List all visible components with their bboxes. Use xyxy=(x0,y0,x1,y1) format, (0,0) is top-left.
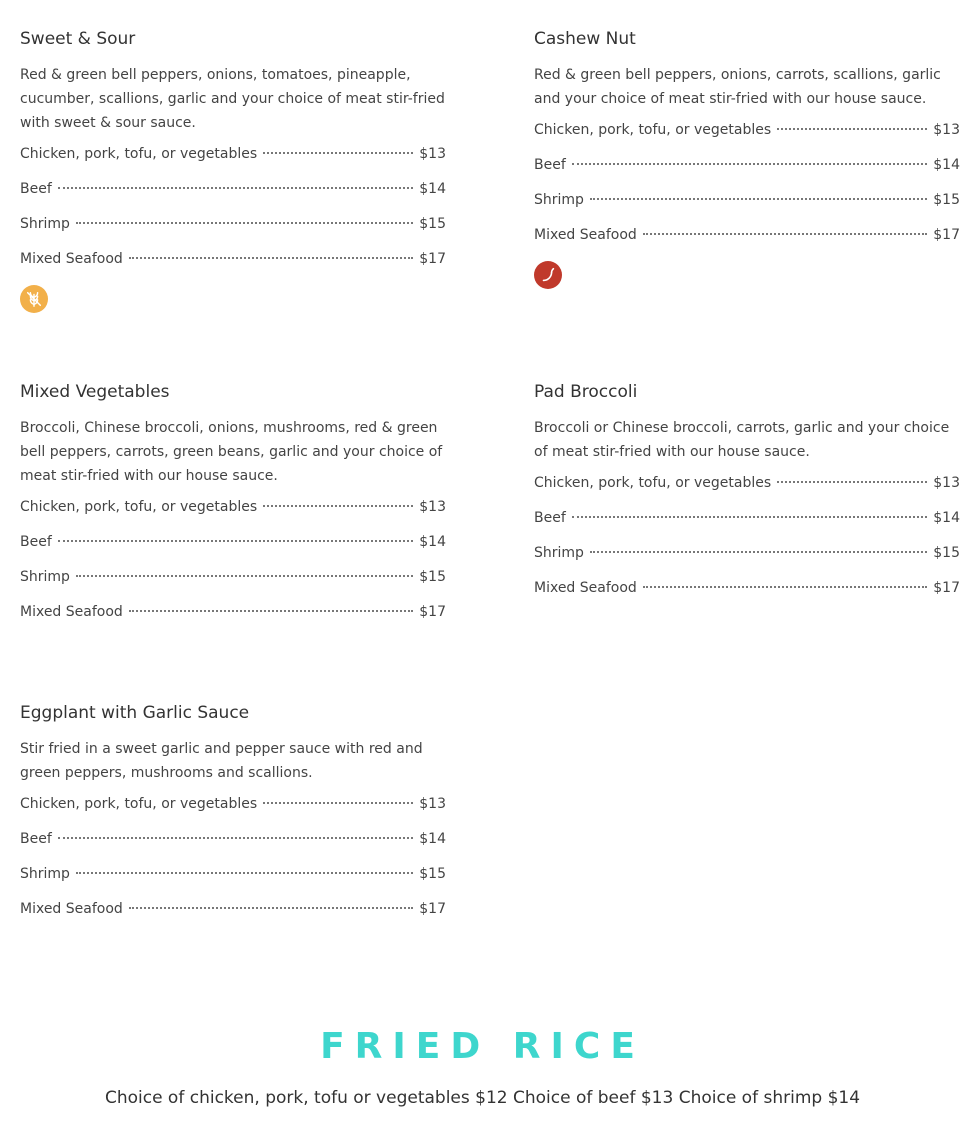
price-row xyxy=(20,794,446,829)
price-row xyxy=(20,497,446,532)
price-row xyxy=(534,225,960,260)
dish-description: Stir fried in a sweet garlic and pepper sauce with red and green peppers, mushrooms and scallions. xyxy=(20,741,423,781)
price-value: $15 xyxy=(933,192,960,208)
dot-leader xyxy=(572,163,928,165)
price-value: $15 xyxy=(419,216,446,232)
dot-leader xyxy=(777,128,927,130)
price-row xyxy=(534,473,960,508)
price-label: Chicken, pork, tofu, or vegetables xyxy=(534,475,772,491)
price-value: $14 xyxy=(933,510,960,526)
price-row xyxy=(20,864,446,899)
dot-leader xyxy=(76,222,413,224)
price-value: $17 xyxy=(419,251,446,267)
price-value: $17 xyxy=(933,227,960,243)
dot-leader xyxy=(572,516,928,518)
price-value: $14 xyxy=(419,831,446,847)
price-row xyxy=(20,829,446,864)
gluten-free-icon xyxy=(20,285,48,313)
price-value: $14 xyxy=(933,157,960,173)
price-label: Shrimp xyxy=(20,866,70,882)
price-label: Beef xyxy=(534,157,566,173)
dish-description: Red & green bell peppers, onions, tomatoes, pineapple, cucumber, scallions, garlic and your choice of meat stir-fried with sweet & sour sauce. xyxy=(20,67,445,131)
price-row xyxy=(20,249,446,284)
dot-leader xyxy=(58,187,414,189)
price-row xyxy=(20,532,446,567)
price-row xyxy=(20,602,446,637)
price-row xyxy=(20,144,446,179)
dish-title: Cashew Nut xyxy=(534,29,636,49)
price-label: Chicken, pork, tofu, or vegetables xyxy=(20,499,258,515)
price-row xyxy=(534,508,960,543)
price-value: $13 xyxy=(419,796,446,812)
price-row xyxy=(20,567,446,602)
price-value: $13 xyxy=(419,146,446,162)
price-value: $13 xyxy=(933,122,960,138)
price-label: Chicken, pork, tofu, or vegetables xyxy=(20,146,258,162)
dot-leader xyxy=(777,481,927,483)
price-label: Mixed Seafood xyxy=(20,901,123,917)
price-value: $13 xyxy=(419,499,446,515)
dot-leader xyxy=(590,198,927,200)
dish-title: Pad Broccoli xyxy=(534,382,638,402)
dish-sweet-and-sour xyxy=(20,27,446,313)
price-label: Beef xyxy=(20,534,52,550)
price-row xyxy=(534,190,960,225)
price-row xyxy=(534,578,960,613)
price-label: Beef xyxy=(534,510,566,526)
dish-description: Broccoli or Chinese broccoli, carrots, garlic and your choice of meat stir-fried with our house sauce. xyxy=(534,420,950,460)
price-label: Shrimp xyxy=(20,569,70,585)
price-row xyxy=(534,120,960,155)
section-title-fried-rice: FRIED RICE xyxy=(320,1026,645,1067)
price-value: $17 xyxy=(933,580,960,596)
dot-leader xyxy=(58,540,414,542)
price-label: Mixed Seafood xyxy=(534,227,637,243)
price-row xyxy=(20,214,446,249)
price-value: $14 xyxy=(419,181,446,197)
price-label: Mixed Seafood xyxy=(534,580,637,596)
dot-leader xyxy=(129,610,413,612)
dish-cashew-nut xyxy=(534,27,960,289)
price-value: $14 xyxy=(419,534,446,550)
price-row xyxy=(20,899,446,934)
dot-leader xyxy=(76,872,413,874)
dish-title: Eggplant with Garlic Sauce xyxy=(20,703,250,723)
price-label: Beef xyxy=(20,181,52,197)
price-value: $17 xyxy=(419,901,446,917)
price-label: Shrimp xyxy=(20,216,70,232)
price-label: Mixed Seafood xyxy=(20,604,123,620)
dot-leader xyxy=(263,505,413,507)
dot-leader xyxy=(263,802,413,804)
dish-mixed-vegetables xyxy=(20,380,446,637)
price-label: Chicken, pork, tofu, or vegetables xyxy=(20,796,258,812)
dish-pad-broccoli xyxy=(534,380,960,613)
dot-leader xyxy=(129,257,413,259)
price-row xyxy=(20,179,446,214)
price-label: Beef xyxy=(20,831,52,847)
dish-eggplant-garlic-sauce xyxy=(20,701,446,934)
spicy-pepper-icon xyxy=(534,261,562,289)
dot-leader xyxy=(263,152,413,154)
section-description-fried-rice: Choice of chicken, pork, tofu or vegetables $12 Choice of beef $13 Choice of shrimp $14 xyxy=(104,1088,861,1108)
dot-leader xyxy=(590,551,927,553)
price-value: $17 xyxy=(419,604,446,620)
price-value: $15 xyxy=(419,569,446,585)
dot-leader xyxy=(129,907,413,909)
price-value: $15 xyxy=(419,866,446,882)
price-label: Chicken, pork, tofu, or vegetables xyxy=(534,122,772,138)
dish-title: Mixed Vegetables xyxy=(20,382,170,402)
price-row xyxy=(534,155,960,190)
price-row xyxy=(534,543,960,578)
price-value: $15 xyxy=(933,545,960,561)
price-label: Shrimp xyxy=(534,192,584,208)
dot-leader xyxy=(643,233,927,235)
dot-leader xyxy=(643,586,927,588)
dish-description: Broccoli, Chinese broccoli, onions, mushrooms, red & green bell peppers, carrots, green beans, garlic and your choice of meat stir-fried with our house sauce. xyxy=(20,420,443,484)
price-label: Mixed Seafood xyxy=(20,251,123,267)
price-value: $13 xyxy=(933,475,960,491)
dish-description: Red & green bell peppers, onions, carrots, scallions, garlic and your choice of meat stir-fried with our house sauce. xyxy=(534,67,941,107)
dish-title: Sweet & Sour xyxy=(20,29,136,49)
price-label: Shrimp xyxy=(534,545,584,561)
dot-leader xyxy=(76,575,413,577)
dot-leader xyxy=(58,837,414,839)
